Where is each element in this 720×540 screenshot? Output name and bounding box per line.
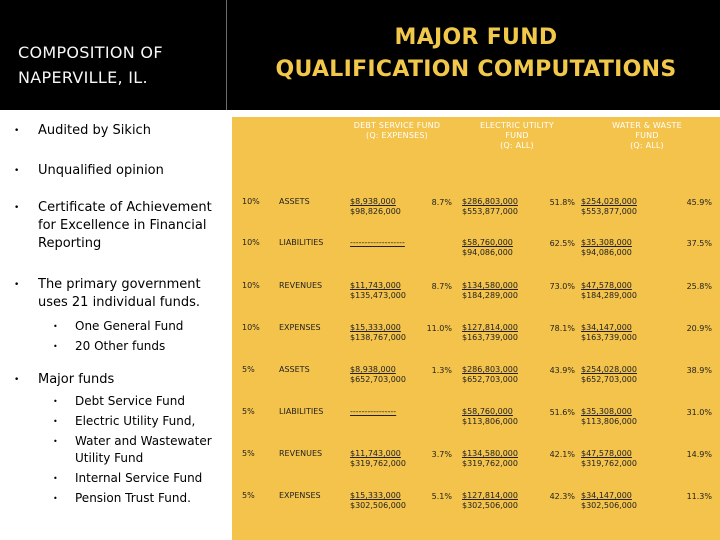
cell-d2: $98,826,000 [350, 207, 401, 216]
bullet-icon: • [14, 126, 20, 136]
cell-w1: $35,308,000 [581, 238, 632, 247]
cell-w2: $184,289,000 [581, 291, 637, 300]
left-title [18, 40, 218, 90]
cell-label: EXPENSES [279, 491, 321, 500]
bullet-text: Reporting [38, 236, 102, 251]
cell-pct: 10% [242, 238, 260, 247]
header-text: FUND [635, 131, 659, 140]
bullet-item [14, 122, 224, 140]
bullet-text: Unqualified opinion [38, 163, 164, 178]
bullet-list [0, 110, 230, 540]
header-text: WATER & WASTE [612, 121, 682, 130]
sub-bullet-item [53, 393, 225, 410]
cell-d2: $138,767,000 [350, 333, 406, 342]
cell-w2: $94,086,000 [581, 248, 632, 257]
cell-e2: $652,703,000 [462, 375, 518, 384]
cell-e2: $113,806,000 [462, 417, 518, 426]
cell-d1: ------------------- [350, 238, 405, 247]
cell-wp: 45.9% [686, 198, 712, 207]
cell-ep: 42.3% [549, 492, 575, 501]
bullet-text: Electric Utility Fund, [75, 414, 196, 428]
cell-e1: $134,580,000 [462, 449, 518, 458]
bullet-text: Major funds [38, 372, 115, 387]
bullet-text: Pension Trust Fund. [75, 491, 191, 505]
cell-dp: 8.7% [431, 198, 452, 207]
cell-w1: $47,578,000 [581, 281, 632, 290]
cell-d1: $15,333,000 [350, 323, 401, 332]
cell-wp: 20.9% [686, 324, 712, 333]
cell-pct: 10% [242, 323, 260, 332]
cell-w1: $47,578,000 [581, 449, 632, 458]
header-text: DEBT SERVICE FUND [353, 121, 441, 130]
cell-w1: $34,147,000 [581, 491, 632, 500]
cell-dp: 3.7% [431, 450, 452, 459]
sub-bullet-item [53, 338, 225, 355]
cell-e1: $286,803,000 [462, 197, 518, 206]
cell-ep: 51.8% [549, 198, 575, 207]
cell-pct: 5% [242, 365, 255, 374]
cell-e2: $302,506,000 [462, 501, 518, 510]
slide-title-line2: QUALIFICATION COMPUTATIONS [275, 57, 677, 82]
bullet-item [14, 162, 224, 180]
bullet-icon: • [53, 437, 58, 446]
header-water [587, 121, 707, 151]
cell-ep: 43.9% [549, 366, 575, 375]
sub-bullet-item [53, 433, 225, 467]
cell-w1: $254,028,000 [581, 197, 637, 206]
sub-bullet-item [53, 413, 225, 430]
header-electric [457, 121, 577, 151]
bullet-icon: • [14, 166, 20, 176]
cell-e2: $184,289,000 [462, 291, 518, 300]
cell-ep: 42.1% [549, 450, 575, 459]
cell-ep: 62.5% [549, 239, 575, 248]
bullet-text: Debt Service Fund [75, 394, 185, 408]
cell-d1: $8,938,000 [350, 365, 396, 374]
cell-wp: 38.9% [686, 366, 712, 375]
bullet-icon: • [53, 417, 58, 426]
sub-bullet-item [53, 490, 225, 507]
cell-wp: 25.8% [686, 282, 712, 291]
bullet-item [14, 199, 224, 253]
cell-w2: $163,739,000 [581, 333, 637, 342]
cell-wp: 31.0% [686, 408, 712, 417]
header-divider [226, 0, 227, 110]
bullet-item [14, 371, 224, 389]
cell-w2: $652,703,000 [581, 375, 637, 384]
cell-wp: 37.5% [686, 239, 712, 248]
cell-label: ASSETS [279, 365, 310, 374]
bullet-text: Water and Wastewater [75, 434, 212, 448]
bullet-icon: • [53, 342, 58, 351]
cell-label: EXPENSES [279, 323, 321, 332]
cell-w2: $302,506,000 [581, 501, 637, 510]
header-bar [0, 0, 720, 110]
cell-d2: $319,762,000 [350, 459, 406, 468]
cell-wp: 11.3% [686, 492, 712, 501]
cell-w2: $553,877,000 [581, 207, 637, 216]
cell-e1: $127,814,000 [462, 491, 518, 500]
slide-title [232, 22, 720, 86]
cell-d1: $8,938,000 [350, 197, 396, 206]
cell-ep: 78.1% [549, 324, 575, 333]
header-debt-service [342, 121, 452, 141]
slide-title-line1: MAJOR FUND [394, 25, 558, 50]
cell-d1: $11,743,000 [350, 281, 401, 290]
cell-e2: $94,086,000 [462, 248, 513, 257]
header-text: FUND [505, 131, 529, 140]
cell-d1: $15,333,000 [350, 491, 401, 500]
cell-e1: $134,580,000 [462, 281, 518, 290]
sub-bullet-item [53, 470, 225, 487]
bullet-text: One General Fund [75, 319, 184, 333]
cell-pct: 5% [242, 491, 255, 500]
cell-e1: $58,760,000 [462, 238, 513, 247]
cell-w2: $113,806,000 [581, 417, 637, 426]
bullet-text: 20 Other funds [75, 339, 166, 353]
cell-d1: $11,743,000 [350, 449, 401, 458]
cell-label: REVENUES [279, 281, 323, 290]
cell-pct: 5% [242, 449, 255, 458]
cell-d2: $652,703,000 [350, 375, 406, 384]
header-text: (Q: ALL) [630, 141, 664, 150]
bullet-icon: • [53, 397, 58, 406]
cell-pct: 10% [242, 197, 260, 206]
cell-d2: $135,473,000 [350, 291, 406, 300]
cell-dp: 1.3% [431, 366, 452, 375]
bullet-text: The primary government [38, 277, 201, 292]
header-text: (Q: ALL) [500, 141, 534, 150]
cell-wp: 14.9% [686, 450, 712, 459]
bullet-icon: • [14, 203, 20, 213]
cell-label: LIABILITIES [279, 407, 324, 416]
cell-w2: $319,762,000 [581, 459, 637, 468]
cell-e1: $58,760,000 [462, 407, 513, 416]
cell-d2: $302,506,000 [350, 501, 406, 510]
bullet-text: Internal Service Fund [75, 471, 203, 485]
cell-pct: 5% [242, 407, 255, 416]
bullet-text: Certificate of Achievement [38, 200, 212, 215]
bullet-icon: • [53, 322, 58, 331]
cell-label: ASSETS [279, 197, 310, 206]
cell-ep: 73.0% [549, 282, 575, 291]
cell-pct: 10% [242, 281, 260, 290]
cell-e2: $163,739,000 [462, 333, 518, 342]
cell-e1: $286,803,000 [462, 365, 518, 374]
bullet-icon: • [14, 280, 20, 290]
cell-dp: 5.1% [431, 492, 452, 501]
cell-label: REVENUES [279, 449, 323, 458]
left-title-line2: NAPERVILLE, IL. [18, 68, 148, 87]
cell-dp: 11.0% [426, 324, 452, 333]
cell-e1: $127,814,000 [462, 323, 518, 332]
bullet-icon: • [14, 375, 20, 385]
sub-bullet-item [53, 318, 225, 335]
cell-w1: $35,308,000 [581, 407, 632, 416]
cell-e2: $553,877,000 [462, 207, 518, 216]
bullet-text: uses 21 individual funds. [38, 295, 201, 310]
cell-d1: ---------------- [350, 407, 397, 416]
bullet-text: Audited by Sikich [38, 123, 151, 138]
bullet-icon: • [53, 494, 58, 503]
header-text: ELECTRIC UTILITY [480, 121, 554, 130]
cell-dp: 8.7% [431, 282, 452, 291]
cell-ep: 51.6% [549, 408, 575, 417]
bullet-item [14, 276, 224, 312]
header-text: (Q: EXPENSES) [366, 131, 428, 140]
bullet-icon: • [53, 474, 58, 483]
bullet-text: Utility Fund [75, 451, 144, 465]
cell-label: LIABILITIES [279, 238, 324, 247]
cell-w1: $254,028,000 [581, 365, 637, 374]
fund-table [232, 117, 720, 540]
cell-w1: $34,147,000 [581, 323, 632, 332]
left-title-line1: COMPOSITION OF [18, 43, 163, 62]
cell-e2: $319,762,000 [462, 459, 518, 468]
bullet-text: for Excellence in Financial [38, 218, 207, 233]
